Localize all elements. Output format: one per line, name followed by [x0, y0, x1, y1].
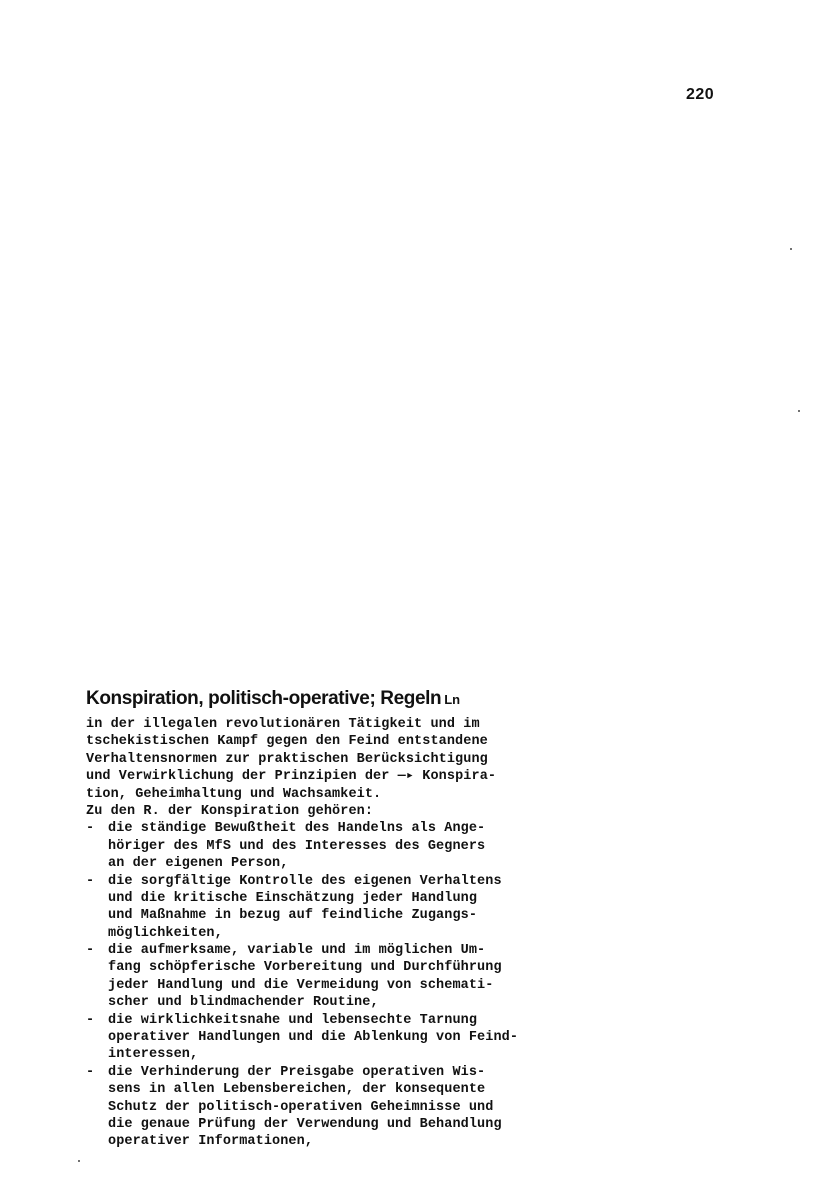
bullet-marker: -: [86, 821, 95, 837]
intro-line: Verhaltensnormen zur praktischen Berücksichtigung: [86, 751, 488, 767]
entry-heading: Konspiration, politisch-operative; Regeln: [86, 688, 442, 709]
entry-intro: [86, 716, 626, 820]
bullet-list: [86, 820, 626, 1150]
bullet-line: [86, 820, 626, 837]
bullet-text: die ständige Bewußtheit des Handelns als Ange-: [108, 821, 486, 837]
dictionary-entry: [86, 688, 626, 1151]
bullet-text: die aufmerksame, variable und im möglichen Um-: [108, 943, 486, 959]
bullet-line: sens in allen Lebensbereichen, der konsequente: [108, 1082, 486, 1098]
bullet-line: Schutz der politisch-operativen Geheimnisse und: [108, 1099, 494, 1115]
bullet-line: operativer Handlungen und die Ablenkung von Feind-: [108, 1030, 519, 1046]
scan-speck: [790, 248, 792, 250]
bullet-marker: -: [86, 943, 95, 959]
scan-speck: [798, 410, 800, 412]
intro-line: tion, Geheimhaltung und Wachsamkeit.: [86, 786, 382, 802]
bullet-line: [86, 873, 626, 890]
bullet-line: jeder Handlung und die Vermeidung von schemati-: [108, 977, 494, 993]
page-number: 220: [686, 86, 715, 103]
intro-line: und Verwirklichung der Prinzipien der —▸ Konspira-: [86, 769, 497, 785]
bullet-marker: -: [86, 873, 95, 889]
bullet-text: die sorgfältige Kontrolle des eigenen Verhaltens: [108, 873, 502, 889]
bullet-item: [86, 942, 626, 1012]
bullet-item: [86, 820, 626, 872]
bullet-line: scher und blindmachender Routine,: [108, 995, 379, 1011]
bullet-marker: -: [86, 1012, 95, 1028]
bullet-item: [86, 1012, 626, 1064]
bullet-line: [86, 1012, 626, 1029]
entry-heading-line: [86, 688, 626, 716]
bullet-marker: -: [86, 1064, 95, 1080]
scan-speck: [78, 1160, 80, 1162]
bullet-line: und die kritische Einschätzung jeder Handlung: [108, 890, 478, 906]
bullet-line: an der eigenen Person,: [108, 856, 289, 872]
bullet-text: die wirklichkeitsnahe und lebensechte Tarnung: [108, 1012, 478, 1028]
bullet-line: operativer Informationen,: [108, 1134, 314, 1150]
bullet-line: höriger des MfS und des Interesses des Gegners: [108, 838, 486, 854]
intro-line: in der illegalen revolutionären Tätigkeit und im: [86, 717, 480, 732]
bullet-line: fang schöpferische Vorbereitung und Durchführung: [108, 960, 502, 976]
bullet-line: [86, 1064, 626, 1081]
bullet-line: interessen,: [108, 1047, 199, 1063]
intro-line: tschekistischen Kampf gegen den Feind entstandene: [86, 734, 488, 750]
intro-line: Zu den R. der Konspiration gehören:: [86, 803, 374, 819]
bullet-line: möglichkeiten,: [108, 925, 223, 941]
entry-heading-suffix: Ln: [444, 692, 461, 707]
bullet-text: die Verhinderung der Preisgabe operativen Wis-: [108, 1064, 486, 1080]
bullet-line: und Maßnahme in bezug auf feindliche Zugangs-: [108, 908, 478, 924]
bullet-item: [86, 1064, 626, 1151]
bullet-line: die genaue Prüfung der Verwendung und Behandlung: [108, 1116, 502, 1132]
bullet-line: [86, 942, 626, 959]
bullet-item: [86, 873, 626, 943]
